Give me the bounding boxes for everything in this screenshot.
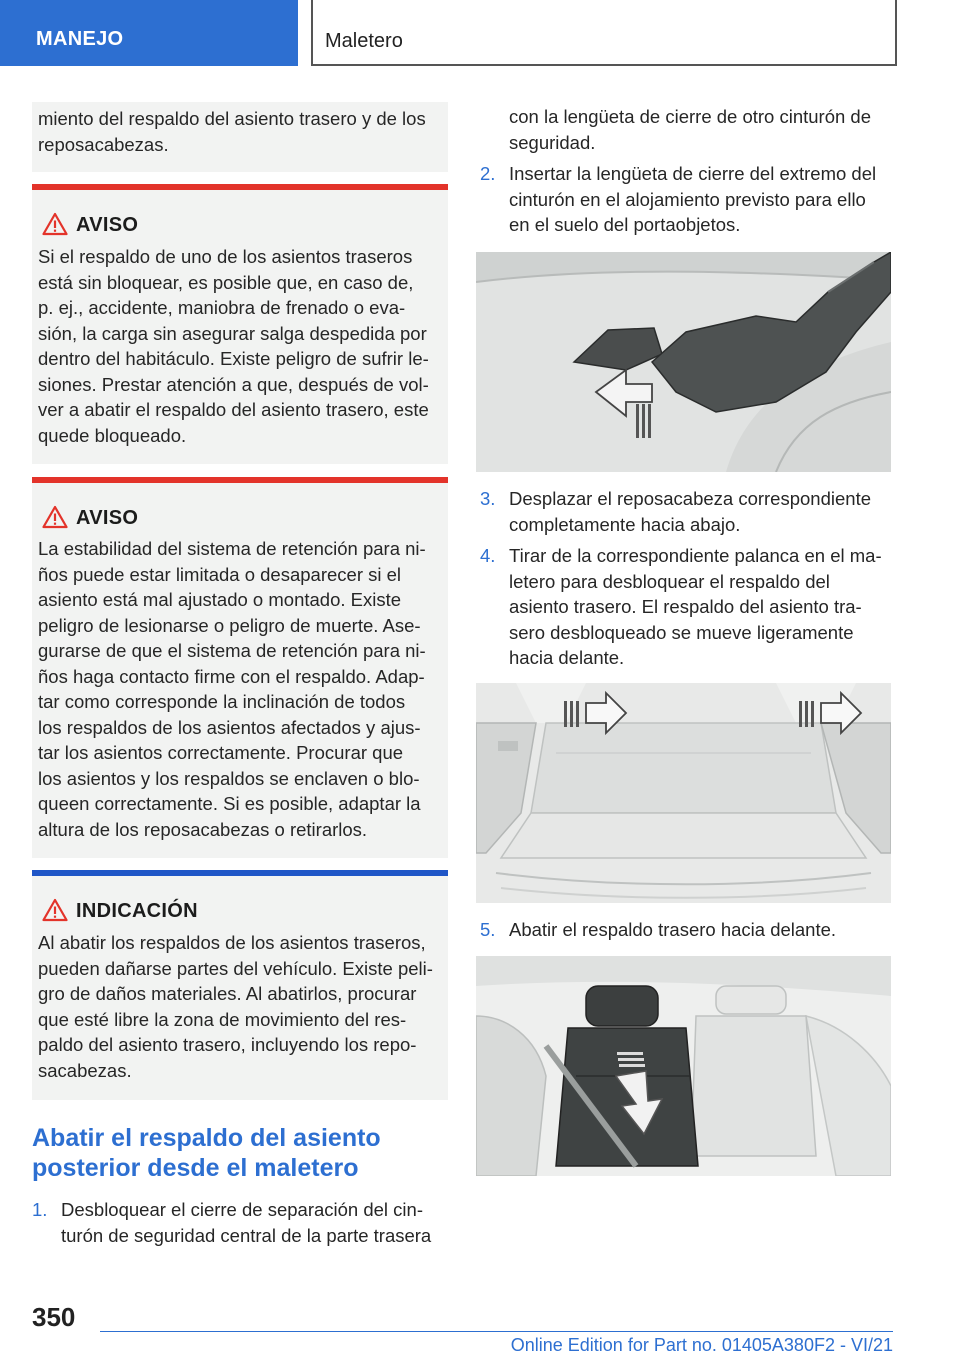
- footer-edition: Online Edition for Part no. 01405A380F2 - VI/21: [510, 1335, 893, 1355]
- notice-line: paldo del asiento trasero, incluyendo los repo-: [38, 1034, 417, 1055]
- warning-bar: [32, 477, 448, 483]
- notice-line: asiento está mal ajustado o montado. Existe: [38, 589, 402, 610]
- step-line: cinturón en el alojamiento previsto para ello: [509, 188, 866, 210]
- continued-text: miento del respaldo del asiento trasero y de los reposacabezas.: [38, 108, 426, 155]
- notice-line: ños puede estar limitada o desaparecer si el: [38, 563, 402, 585]
- notice-line: pueden dañarse partes del vehículo. Existe peli-: [38, 957, 433, 979]
- step-number: 1.: [32, 1199, 48, 1220]
- notice-line: siones. Prestar atención a que, después de vol-: [38, 373, 429, 395]
- step-text: [509, 161, 876, 238]
- step-line: turón de seguridad central de la parte trasera: [61, 1224, 432, 1246]
- step-text: [61, 1197, 431, 1248]
- notice-line: queen correctamente. Si es posible, adaptar la: [38, 793, 421, 814]
- notice-line: gro de daños materiales. Al abatirlos, procurar: [38, 983, 417, 1004]
- step-line: letero para desbloquear el respaldo del: [509, 570, 830, 592]
- info-notice: [32, 870, 448, 1100]
- header-chapter-box: [311, 0, 897, 66]
- notice-line: Al abatir los respaldos de los asientos traseros,: [38, 932, 426, 953]
- info-bar: [32, 870, 448, 876]
- notice-line: los asientos y los respaldos se enclaven o blo-: [38, 767, 420, 789]
- step-number: 2.: [480, 163, 496, 184]
- notice-line: p. ej., accidente, maniobra de frenado o eva-: [38, 297, 406, 318]
- header-section-tab: [0, 0, 298, 66]
- notice-line: que esté libre la zona de movimiento del res-: [38, 1008, 407, 1030]
- notice-line: dentro del habitáculo. Existe peligro de sufrir le-: [38, 348, 429, 369]
- belt-tongue-illustration: [476, 252, 891, 472]
- notice-line: sacabezas.: [38, 1059, 132, 1081]
- notice-line: tar los asientos correctamente. Procurar que: [38, 742, 404, 763]
- notice-line: ver a abatir el respaldo del asiento trasero, este: [38, 399, 429, 420]
- notice-title: INDICACIÓN: [76, 900, 198, 922]
- figure-rear-seat: [476, 956, 891, 1176]
- notice-line: está sin bloquear, es posible que, en caso de,: [38, 271, 414, 293]
- notice-body: [38, 930, 446, 1083]
- trunk-levers-illustration: [476, 683, 891, 903]
- section-title: Abatir el respaldo del asiento posterior desde el maletero: [32, 1124, 381, 1182]
- step-text: [509, 104, 871, 155]
- step-number: 5.: [480, 919, 496, 940]
- step-number: 3.: [480, 488, 496, 509]
- step-text: [509, 486, 871, 537]
- continued-text-box: [32, 102, 448, 172]
- step-line: Desplazar el reposacabeza correspondiente: [509, 488, 871, 509]
- step-line: seguridad.: [509, 131, 596, 153]
- notice-line: los respaldos de los asientos afectados y ajus-: [38, 716, 421, 738]
- notice-line: altura de los reposacabezas o retirarlos.: [38, 818, 368, 840]
- notice-body: [38, 244, 446, 448]
- step-number: 4.: [480, 545, 496, 566]
- page-number: 350: [32, 1302, 76, 1332]
- step-line: en el suelo del portaobjetos.: [509, 214, 741, 235]
- notice-line: peligro de lesionarse o peligro de muerte. Ase-: [38, 614, 421, 636]
- footer-rule: [100, 1331, 893, 1332]
- header-section-label: MANEJO: [36, 28, 124, 50]
- figure-belt-tongue: [476, 252, 891, 472]
- step-line: Insertar la lengüeta de cierre del extremo del: [509, 163, 877, 184]
- figure-trunk-levers: [476, 683, 891, 903]
- notice-line: quede bloqueado.: [38, 424, 187, 446]
- step-line: Abatir el respaldo trasero hacia delante.: [509, 919, 837, 940]
- notice-line: tar como corresponde la inclinación de todos: [38, 691, 406, 712]
- step-line: asiento trasero. El respaldo del asiento tra-: [509, 596, 862, 617]
- step-line: con la lengüeta de cierre de otro cinturón de: [509, 106, 872, 127]
- notice-body: [38, 536, 446, 842]
- notice-title: AVISO: [76, 507, 139, 529]
- warning-notice-1: [32, 184, 448, 464]
- step-line: Desbloquear el cierre de separación del cin-: [61, 1199, 423, 1220]
- rear-seat-illustration: [476, 956, 891, 1176]
- notice-line: gurarse de que el sistema de retención para ni-: [38, 640, 426, 661]
- notice-line: La estabilidad del sistema de retención para ni-: [38, 538, 426, 559]
- warning-bar: [32, 184, 448, 190]
- step-line: Tirar de la correspondiente palanca en el ma-: [509, 545, 882, 566]
- warning-triangle-icon: [42, 212, 68, 236]
- step-text: [509, 543, 882, 671]
- warning-notice-2: [32, 477, 448, 858]
- step-line: sero desbloqueado se mueve ligeramente: [509, 621, 854, 643]
- step-line: hacia delante.: [509, 647, 625, 668]
- header-chapter-label: Maletero: [325, 30, 403, 52]
- step-line: completamente hacia abajo.: [509, 513, 741, 535]
- notice-line: Si el respaldo de uno de los asientos traseros: [38, 246, 413, 267]
- notice-line: sión, la carga sin asegurar salga despedida por: [38, 322, 427, 344]
- warning-triangle-icon: [42, 505, 68, 529]
- notice-line: ños haga contacto firme con el respaldo. Adap-: [38, 665, 425, 687]
- step-text: [509, 917, 836, 943]
- warning-triangle-icon: [42, 898, 68, 922]
- notice-title: AVISO: [76, 214, 139, 236]
